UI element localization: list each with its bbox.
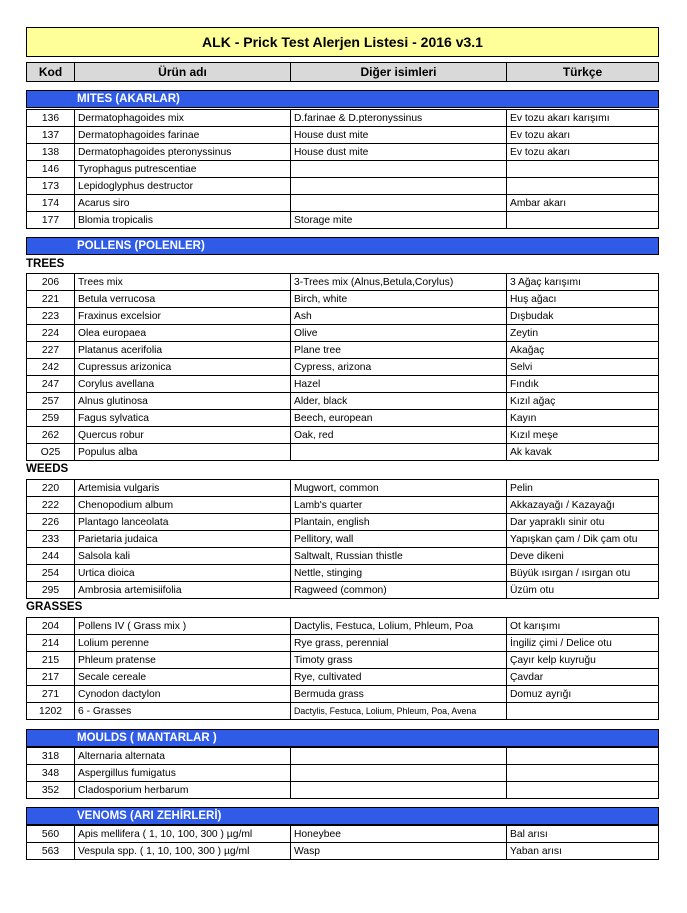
cell-urun: Secale cereale: [75, 669, 291, 685]
cell-kod: 1202: [27, 703, 75, 719]
cell-diger: [291, 178, 507, 194]
cell-kod: 563: [27, 843, 75, 859]
cell-turkce: Domuz ayrığı: [510, 688, 572, 700]
cell-diger: Alder, black: [291, 393, 507, 409]
table-row: [27, 565, 658, 582]
cell-turkce: Yapışkan çam / Dik çam otu: [510, 533, 638, 545]
cell-turkce: Dar yapraklı sinir otu: [510, 516, 605, 528]
column-header-diger: Diğer isimleri: [291, 63, 507, 81]
cell-turkce: Pelin: [510, 482, 533, 494]
cell-diger: [291, 748, 507, 764]
cell-diger: Lamb's quarter: [291, 497, 507, 513]
cell-urun: Fraxinus excelsior: [75, 308, 291, 324]
cell-kod: 217: [27, 669, 75, 685]
cell-diger: Cypress, arizona: [291, 359, 507, 375]
cell-urun: Lolium perenne: [75, 635, 291, 651]
cell-kod: 257: [27, 393, 75, 409]
cell-kod: 348: [27, 765, 75, 781]
cell-urun: Dermatophagoides pteronyssinus: [75, 144, 291, 160]
cell-diger: Bermuda grass: [291, 686, 507, 702]
cell-kod: 136: [27, 110, 75, 126]
cell-urun: Urtica dioica: [75, 565, 291, 581]
cell-kod: 174: [27, 195, 75, 211]
cell-turkce: Ev tozu akarı: [510, 146, 571, 158]
table-row: [27, 531, 658, 548]
cell-turkce: Akağaç: [510, 344, 545, 356]
cell-turkce: [507, 178, 658, 194]
cell-urun: Dermatophagoides farinae: [75, 127, 291, 143]
cell-turkce: Selvi: [510, 361, 533, 373]
cell-diger: House dust mite: [291, 127, 507, 143]
cell-turkce: [507, 765, 658, 781]
table-row: [27, 686, 658, 703]
section-header-moulds: MOULDS ( MANTARLAR ): [26, 729, 659, 747]
cell-diger: [291, 195, 507, 211]
cell-urun: Cynodon dactylon: [75, 686, 291, 702]
table-moulds: [26, 747, 659, 799]
cell-turkce: Yaban arısı: [510, 845, 562, 857]
cell-kod: 271: [27, 686, 75, 702]
cell-kod: 226: [27, 514, 75, 530]
table-row: [27, 127, 658, 144]
cell-turkce: Fındık: [510, 378, 539, 390]
subheading-weeds: WEEDS: [26, 463, 69, 475]
cell-diger: Nettle, stinging: [291, 565, 507, 581]
cell-urun: Acarus siro: [75, 195, 291, 211]
cell-turkce: Çayır kelp kuyruğu: [510, 654, 596, 666]
cell-turkce: Ak kavak: [510, 446, 552, 458]
cell-turkce: [507, 782, 658, 798]
table-row: [27, 161, 658, 178]
cell-kod: 146: [27, 161, 75, 177]
cell-turkce: İngiliz çimi / Delice otu: [510, 637, 612, 649]
cell-diger: Beech, european: [291, 410, 507, 426]
cell-diger: Wasp: [291, 843, 507, 859]
cell-turkce: Zeytin: [510, 327, 539, 339]
cell-urun: Populus alba: [75, 444, 291, 460]
cell-kod: 254: [27, 565, 75, 581]
cell-diger: Rye grass, perennial: [291, 635, 507, 651]
table-weeds: [26, 479, 659, 599]
cell-urun: Phleum pratense: [75, 652, 291, 668]
table-row: [27, 359, 658, 376]
cell-kod: 242: [27, 359, 75, 375]
cell-urun: Parietaria judaica: [75, 531, 291, 547]
section-header-pollens: POLLENS (POLENLER): [26, 237, 659, 255]
table-row: [27, 703, 658, 720]
cell-diger: Storage mite: [291, 212, 507, 228]
table-row: [27, 376, 658, 393]
cell-diger: Rye, cultivated: [291, 669, 507, 685]
cell-kod: 560: [27, 826, 75, 842]
table-row: [27, 843, 658, 860]
table-row: [27, 342, 658, 359]
table-row: [27, 652, 658, 669]
cell-urun: Platanus acerifolia: [75, 342, 291, 358]
cell-urun: Dermatophagoides mix: [75, 110, 291, 126]
table-row: [27, 782, 658, 799]
cell-diger: Ash: [291, 308, 507, 324]
table-venoms: [26, 825, 659, 860]
cell-urun: Plantago lanceolata: [75, 514, 291, 530]
section-header-mites: MITES (AKARLAR): [26, 90, 659, 108]
cell-kod: 206: [27, 274, 75, 290]
cell-turkce: Ev tozu akarı: [510, 129, 571, 141]
cell-kod: 259: [27, 410, 75, 426]
cell-kod: 221: [27, 291, 75, 307]
cell-kod: 295: [27, 582, 75, 598]
cell-urun: Corylus avellana: [75, 376, 291, 392]
cell-urun: Artemisia vulgaris: [75, 480, 291, 496]
cell-urun: Pollens IV ( Grass mix ): [75, 618, 291, 634]
cell-diger: Plantain, english: [291, 514, 507, 530]
cell-diger: Mugwort, common: [291, 480, 507, 496]
cell-urun: Olea europaea: [75, 325, 291, 341]
table-row: [27, 325, 658, 342]
cell-urun: Ambrosia artemisiifolia: [75, 582, 291, 598]
table-row: [27, 291, 658, 308]
cell-urun: Alnus glutinosa: [75, 393, 291, 409]
cell-kod: 137: [27, 127, 75, 143]
cell-kod: 177: [27, 212, 75, 228]
cell-diger: Oak, red: [291, 427, 507, 443]
cell-urun: Aspergillus fumigatus: [75, 765, 291, 781]
cell-diger: [291, 444, 507, 460]
cell-kod: 214: [27, 635, 75, 651]
cell-turkce: Akkazayağı / Kazayağı: [510, 499, 615, 511]
table-row: [27, 765, 658, 782]
column-header-turkce: Türkçe: [562, 65, 603, 79]
table-row: [27, 618, 658, 635]
table-row: [27, 748, 658, 765]
table-row: [27, 669, 658, 686]
cell-turkce: Ot karışımı: [510, 620, 561, 632]
cell-urun: Chenopodium album: [75, 497, 291, 513]
cell-diger: Timoty grass: [291, 652, 507, 668]
cell-turkce: [507, 212, 658, 228]
subheading-trees: TREES: [26, 258, 65, 270]
table-row: [27, 178, 658, 195]
table-row: [27, 480, 658, 497]
cell-kod: 204: [27, 618, 75, 634]
table-row: [27, 195, 658, 212]
table-mites: [26, 109, 659, 229]
cell-urun: Betula verrucosa: [75, 291, 291, 307]
cell-turkce: Kayın: [510, 412, 537, 424]
cell-kod: 223: [27, 308, 75, 324]
table-row: [27, 548, 658, 565]
table-row: [27, 308, 658, 325]
cell-kod: 138: [27, 144, 75, 160]
cell-urun: Tyrophagus putrescentiae: [75, 161, 291, 177]
cell-urun: Vespula spp. ( 1, 10, 100, 300 ) µg/ml: [75, 843, 291, 859]
cell-diger: Birch, white: [291, 291, 507, 307]
cell-urun: Trees mix: [75, 274, 291, 290]
table-row: [27, 427, 658, 444]
table-row: [27, 144, 658, 161]
cell-urun: Lepidoglyphus destructor: [75, 178, 291, 194]
table-row: [27, 274, 658, 291]
cell-kod: 262: [27, 427, 75, 443]
cell-diger: Plane tree: [291, 342, 507, 358]
cell-turkce: [507, 748, 658, 764]
cell-kod: 227: [27, 342, 75, 358]
cell-urun: Fagus sylvatica: [75, 410, 291, 426]
cell-diger: 3-Trees mix (Alnus,Betula,Corylus): [291, 274, 507, 290]
cell-turkce: [507, 161, 658, 177]
cell-turkce: Dışbudak: [510, 310, 554, 322]
cell-urun: Apis mellifera ( 1, 10, 100, 300 ) µg/ml: [75, 826, 291, 842]
table-row: [27, 410, 658, 427]
table-row: [27, 212, 658, 229]
column-header-urun: Ürün adı: [75, 63, 291, 81]
cell-turkce: Kızıl meşe: [510, 429, 559, 441]
cell-diger: [291, 782, 507, 798]
cell-kod: 224: [27, 325, 75, 341]
cell-diger: House dust mite: [291, 144, 507, 160]
cell-diger: Honeybee: [291, 826, 507, 842]
table-row: [27, 635, 658, 652]
cell-turkce: [507, 703, 658, 719]
subheading-grasses: GRASSES: [26, 601, 83, 613]
cell-diger: Pellitory, wall: [291, 531, 507, 547]
cell-turkce: Ev tozu akarı karışımı: [510, 112, 610, 124]
table-row: [27, 514, 658, 531]
cell-turkce: Huş ağacı: [510, 293, 557, 305]
cell-turkce: Ambar akarı: [510, 197, 567, 209]
cell-turkce: Kızıl ağaç: [510, 395, 556, 407]
cell-turkce: Bal arısı: [510, 828, 548, 840]
cell-turkce: Deve dikeni: [510, 550, 564, 562]
cell-kod: 352: [27, 782, 75, 798]
cell-kod: 222: [27, 497, 75, 513]
cell-kod: 318: [27, 748, 75, 764]
cell-urun: Quercus robur: [75, 427, 291, 443]
table-trees: [26, 273, 659, 461]
table-row: [27, 497, 658, 514]
cell-kod: O25: [27, 444, 75, 460]
cell-urun: Alternaria alternata: [75, 748, 291, 764]
table-row: [27, 444, 658, 461]
table-row: [27, 582, 658, 599]
section-header-venoms: VENOMS (ARI ZEHİRLERİ): [26, 807, 659, 825]
cell-diger: Olive: [291, 325, 507, 341]
cell-diger: Hazel: [291, 376, 507, 392]
cell-turkce: Büyük ısırgan / ısırgan otu: [510, 567, 631, 579]
cell-kod: 173: [27, 178, 75, 194]
cell-diger: Ragweed (common): [291, 582, 507, 598]
cell-diger: [291, 161, 507, 177]
column-header-kod: Kod: [27, 63, 75, 81]
cell-turkce: 3 Ağaç karışımı: [510, 276, 581, 288]
cell-kod: 215: [27, 652, 75, 668]
cell-diger: [291, 765, 507, 781]
cell-kod: 233: [27, 531, 75, 547]
cell-diger: D.farinae & D.pteronyssinus: [291, 110, 507, 126]
table-row: [27, 393, 658, 410]
cell-kod: 244: [27, 548, 75, 564]
cell-urun: Cladosporium herbarum: [75, 782, 291, 798]
table-row: [27, 826, 658, 843]
cell-urun: Salsola kali: [75, 548, 291, 564]
page-title: ALK - Prick Test Alerjen Listesi - 2016 v3.1: [26, 27, 659, 57]
column-header-row: [26, 62, 659, 82]
cell-diger: Dactylis, Festuca, Lolium, Phleum, Poa: [291, 618, 507, 634]
table-row: [27, 110, 658, 127]
cell-turkce: Çavdar: [510, 671, 544, 683]
cell-turkce: Üzüm otu: [510, 584, 555, 596]
cell-urun: 6 - Grasses: [75, 703, 291, 719]
table-grasses: [26, 617, 659, 720]
cell-kod: 220: [27, 480, 75, 496]
cell-urun: Cupressus arizonica: [75, 359, 291, 375]
cell-diger: Dactylis, Festuca, Lolium, Phleum, Poa, Avena: [291, 703, 507, 719]
cell-urun: Blomia tropicalis: [75, 212, 291, 228]
cell-kod: 247: [27, 376, 75, 392]
cell-diger: Saltwalt, Russian thistle: [291, 548, 507, 564]
